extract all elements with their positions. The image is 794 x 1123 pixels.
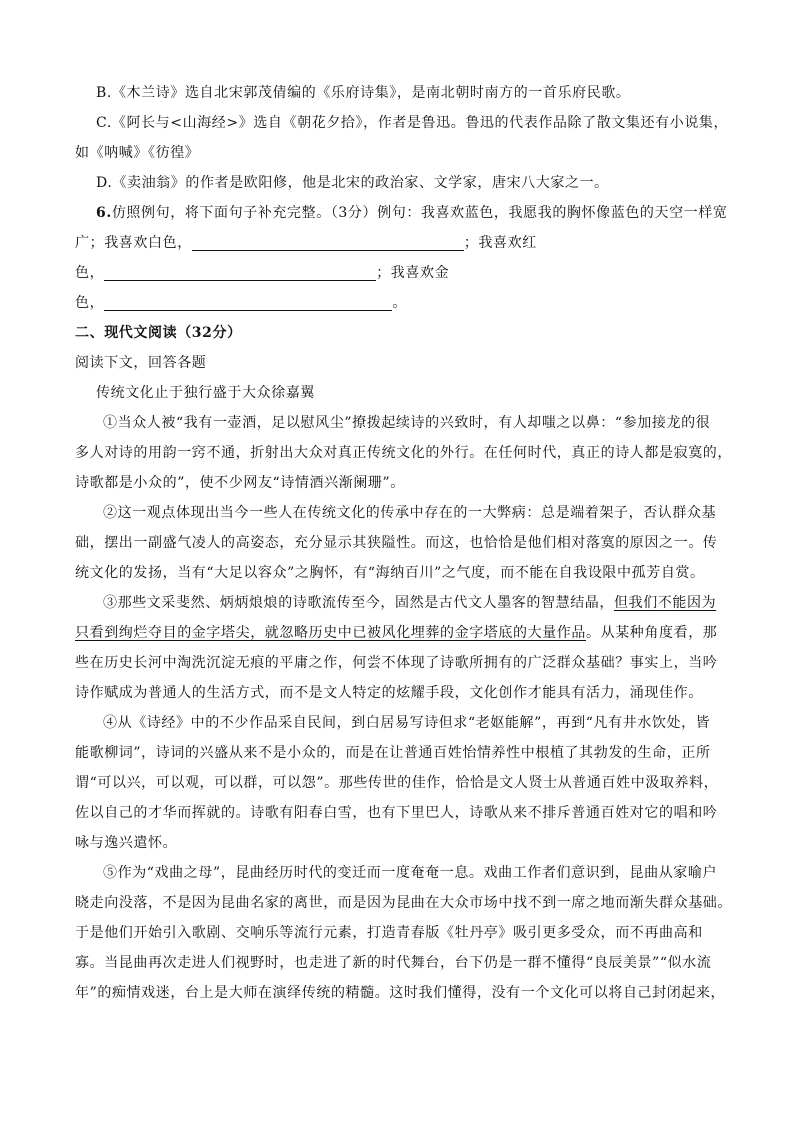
paragraph-3-line: 诗作赋成为普通人的生活方式，而不是文人特定的炫耀手段，文化创作才能具有活力，涌现佳作。 [75, 685, 703, 701]
paragraph-3-line [75, 588, 725, 618]
paragraph-2-line: 础，摆出一副盛气凌人的高姿态，充分显示其狭隘性。而这，也恰恰是他们相对落寞的原因之一。传 [75, 535, 718, 551]
reading-instruction: 阅读下文，回答各题 [75, 355, 207, 371]
answer-blank-3[interactable] [104, 292, 392, 311]
answer-blank-2[interactable] [104, 262, 376, 281]
paragraph-4-line: 能歌柳词”，诗词的兴盛从来不是小众的，而是在让普通百姓怡情养性中根植了其勃发的生命，正所 [75, 745, 711, 761]
document-page [75, 78, 732, 1008]
paragraph-5-line: ⑤作为“戏曲之母”，昆曲经历时代的变迁而一度奄奄一息。戏曲工作者们意识到，昆曲从家喻户 [103, 865, 718, 881]
underlined-sentence: 但我们不能因为 [614, 595, 717, 611]
question-6-line2 [75, 228, 725, 258]
paragraph-3-line: 些在历史长河中淘洗沉淀无痕的平庸之作，何尝不体现了诗歌所拥有的广泛群众基础？事实上，当吟 [75, 655, 718, 671]
section-heading: 二、现代文阅读（32分） [75, 325, 242, 341]
option-b: B.《木兰诗》选自北宋郭茂倩编的《乐府诗集》，是南北朝时南方的一首乐府民歌。 [96, 85, 631, 101]
question-6-text: 色， [75, 265, 105, 281]
underlined-sentence: 只看到绚烂夺目的金字塔尖，就忽略历史中已被风化埋葬的金字塔底的大量作品 [75, 625, 586, 641]
question-6-line3 [75, 258, 725, 288]
question-6-text: 色， [75, 295, 105, 311]
question-6-line1 [75, 198, 728, 228]
paragraph-5-line: 寡。当昆曲再次走进人们视野时，也走进了新的时代舞台，台下仍是一群不懂得“良辰美景”“似水流 [75, 955, 712, 971]
option-d: D.《卖油翁》的作者是欧阳修，他是北宋的政治家、文学家，唐宋八大家之一。 [96, 175, 609, 191]
article-title: 传统文化止于独行盛于大众徐嘉翼 [96, 385, 315, 401]
question-6-text: ；我喜欢红 [463, 235, 537, 251]
option-c-line1: C.《阿长与<山海经>》选自《朝花夕拾》，作者是鲁迅。鲁迅的代表作品除了散文集还有小说集， [96, 115, 729, 131]
answer-blank-1[interactable] [192, 232, 464, 251]
paragraph-5-line: 年”的痴情戏迷，台上是大师在演绎传统的精髓。这时我们懂得，没有一个文化可以将自己封闭起来， [75, 985, 726, 1001]
question-6-prompt: 仿照例句，将下面句子补充完整。（3分）例句：我喜欢蓝色，我愿我的胸怀像蓝色的天空一样宽 [111, 205, 728, 221]
paragraph-1-line: ①当众人被“我有一壶酒，足以慰风尘”撩拨起续诗的兴致时，有人却嗤之以鼻：“参加接龙的很 [103, 415, 711, 431]
option-c-line2: 如《呐喊》《彷徨》 [75, 145, 200, 161]
paragraph-3-text: ③那些文采斐然、炳炳烺烺的诗歌流传至今，固然是古代文人墨客的智慧结晶， [103, 595, 614, 611]
question-6-number: 6. [96, 205, 112, 221]
paragraph-3-line [75, 618, 725, 648]
paragraph-1-line: 多人对诗的用韵一窍不通，折射出大众对真正传统文化的外行。在任何时代，真正的诗人都是寂寞的， [75, 445, 732, 461]
paragraph-2-line: 统文化的发扬，当有“大足以容众”之胸怀，有“海纳百川”之气度，而不能在自我设限中孤芳自赏。 [75, 565, 705, 581]
paragraph-3-text: 。从某种角度看，那 [586, 625, 718, 641]
paragraph-2-line: ②这一观点体现出当今一些人在传统文化的传承中存在的一大弊病：总是端着架子，否认群众基 [103, 505, 717, 521]
paragraph-5-line: 晓走向没落，不是因为昆曲名家的离世，而是因为昆曲在大众市场中找不到一席之地而渐失群众基础。 [75, 895, 732, 911]
question-6-text: ；我喜欢金 [376, 265, 450, 281]
paragraph-4-line: ④从《诗经》中的不少作品采自民间，到白居易写诗但求“老妪能解”，再到“凡有井水饮处，皆 [103, 715, 711, 731]
paragraph-1-line: 诗歌都是小众的”，使不少网友“诗情酒兴渐阑珊”。 [75, 475, 405, 491]
paragraph-4-line: 谓“可以兴，可以观，可以群，可以怨”。那些传世的佳作，恰恰是文人贤士从普通百姓中汲取养料， [75, 775, 719, 791]
question-6-line4 [75, 288, 725, 318]
paragraph-4-line: 咏与逸兴遣怀。 [75, 835, 178, 851]
question-6-text: 广；我喜欢白色， [75, 235, 192, 251]
question-6-text: 。 [392, 295, 407, 311]
paragraph-5-line: 于是他们开始引入歌剧、交响乐等流行元素，打造青春版《牡丹亭》吸引更多受众，而不再曲高和 [75, 925, 703, 941]
paragraph-4-line: 佐以自己的才华而挥就的。诗歌有阳春白雪，也有下里巴人，诗歌从来不排斥普通百姓对它的唱和吟 [75, 805, 718, 821]
